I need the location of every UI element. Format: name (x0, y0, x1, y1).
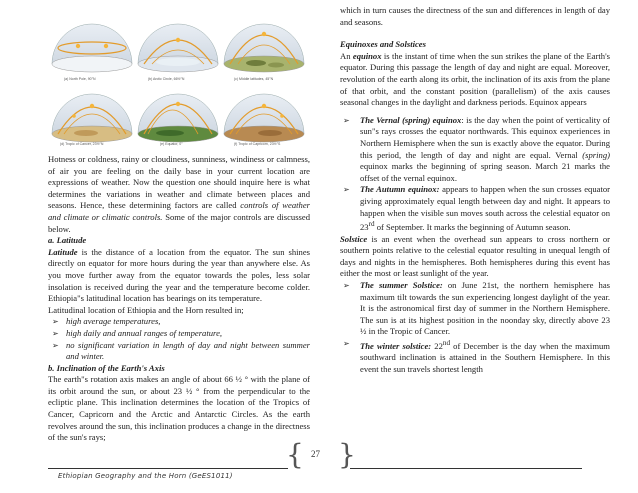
footer-rule-right (350, 468, 582, 469)
winter-text: 22 (431, 340, 443, 351)
latitude-paragraph (48, 247, 310, 305)
latitude-bullet (48, 316, 310, 328)
latitude-term: Latitude (48, 246, 78, 257)
panel-tropic-capricorn (224, 94, 304, 146)
panel-caption: (f) Tropic of Capricorn, 23½°S (234, 142, 281, 146)
autumn-sup: rd (368, 220, 375, 229)
vernal-text-end: equinox marks the beginning of spring season. March 21 marks the offset of the vernal equinox. (360, 161, 610, 183)
intro-text: Hotness or coldness, rainy or cloudiness, sunniness, windiness or calmness, of air you are feeling on the daily base in your current location are expressions of weather. Now the question one should inquire here is what determines the variations in weather and climate between places and seasons. Hence, these determining factors are called (48, 154, 310, 211)
axis-heading: b. Inclination of the Earth's Axis (48, 362, 165, 373)
equinox-heading: Equinoxes and Solstices (340, 39, 426, 50)
summer-bullet (340, 280, 610, 338)
winter-text-end: of December is the day when the maximum southward inclination is attained in the Southern Hemisphere. In this event the sun travels shortest length (360, 340, 610, 374)
panel-middle-latitudes (224, 24, 304, 81)
intro-text-end: Some of the major controls are discussed below. (48, 211, 310, 234)
vernal-text: : is the day when the point of verticality of sun"s rays crosses the equator northwards. This equinox experiences in Northern Hemisphere when the sun is exactly above the equator. During this period, the length of day and night are equal. Vernal (360, 114, 610, 160)
intro-emphasis: controls of weather and climate or climatic controls. (48, 200, 310, 222)
winter-term: The winter solstice: (360, 340, 432, 351)
bullet-text: high average temperatures, (66, 316, 161, 327)
panel-caption: (c) Middle latitudes, 45°N (234, 77, 274, 81)
solstice-text: is an event when the overhead sun appears to cross northern or southern points relative to the celestial equator resulting in unequal length of days and nights in the hemispheres. Both hemispheres during this event has either the most or least sunlight of the year. (340, 233, 610, 279)
summer-text: on June 21st, the northern hemisphere has maximum tilt towards the sun experiencing longest daylight of the year. It is the astronomical first day of summer in the Northern Hemisphere. The sun is at its highest position in the noonday sky, directly above 23 ½ in the Tropic of Cancer. (360, 279, 610, 337)
left-column (48, 154, 310, 444)
sun-path-diagram (48, 6, 310, 146)
autumn-term: The Autumn equinox: (360, 184, 440, 195)
latitude-heading: a. Latitude (48, 235, 87, 246)
autumn-text-end: of September. It marks the beginning of Autumn season. (374, 221, 571, 232)
vernal-bullet (340, 115, 610, 185)
vernal-term: The Vernal (spring) equinox (360, 114, 462, 125)
continuation-paragraph: which in turn causes the directness of the sun and differences in length of day and seasons. (340, 5, 610, 27)
winter-bullet (340, 338, 610, 376)
solstice-term: Solstice (340, 233, 368, 244)
autumn-text: appears to happen when the sun crosses equator giving approximately equal length between day and night. It appears to happen when the visible sun moves south across the celestial equator on 23 (360, 184, 610, 232)
right-column (340, 5, 610, 376)
panel-equator (138, 94, 218, 146)
equinox-term: equinox (352, 50, 382, 61)
intro-paragraph (48, 154, 310, 235)
panel-caption: (e) Equator, 0° (160, 142, 183, 146)
autumn-bullet (340, 184, 610, 233)
bullet-text: no significant variation in length of day and night between summer and winter. (66, 339, 310, 362)
panel-caption: (a) North Pole, 90°N (64, 77, 96, 81)
latitude-bullet (48, 340, 310, 363)
summer-term: The summer Solstice: (360, 279, 443, 290)
panel-caption: (d) Tropic of Cancer, 23½°N (60, 142, 104, 146)
latitude-bullet (48, 328, 310, 340)
vernal-spring: (spring) (582, 149, 610, 160)
winter-sup: nd (442, 338, 451, 347)
panel-caption: (b) Arctic Circle, 66½°N (148, 77, 185, 81)
panel-tropic-cancer (52, 94, 132, 146)
latitude-text: is the distance of a location from the equator. The sun shines directly on equator for more hours during the year than anywhere else. As you move further away from the equator towards the poles, less solar insolation is received during the year and the temperature become colder. Ethiopia"s latitudinal location has bearings on its temperature. (48, 246, 310, 304)
solstice-paragraph (340, 234, 610, 280)
sun-path-figure (48, 6, 310, 146)
footer-brace-left: { (286, 438, 304, 471)
latitude-sentence: Latitudinal location of Ethiopia and the Horn resulted in; (48, 304, 244, 315)
panel-north-pole (52, 24, 132, 81)
book-title: Ethiopian Geography and the Horn (GeES1011) (58, 472, 233, 480)
panel-arctic-circle (138, 24, 218, 81)
page-number: 27 (311, 449, 320, 459)
bullet-text: high daily and annual ranges of temperature, (66, 327, 223, 338)
axis-paragraph: The earth"s rotation axis makes an angle of about 66 ½ ° with the plane of its orbit around the sun, or about 23 ½ ° from the perpendicular to the ecliptic plane. This inclination determines the location of the Tropics of Cancer, Capricorn and the Arctic and Antarctic Circles. As the earth revolves around the sun, this inclination produces a change in the directness of the sun's rays; (48, 374, 310, 443)
equinox-paragraph (340, 51, 610, 109)
eq-text: An (340, 50, 353, 61)
footer-rule-left (48, 468, 288, 469)
footer-brace-right: } (338, 438, 356, 471)
eq-text-end: is the instant of time when the sun strikes the plane of the Earth's equator. During this passage the length of day and night are equal. Moreover, revolution of the earth along its orbit, the inclination of its axis from the plane of that orbit, and the constant position (parallelism) of the axis causes seasonal changes in the daylight and darkness periods. Equinox appears (340, 50, 610, 108)
